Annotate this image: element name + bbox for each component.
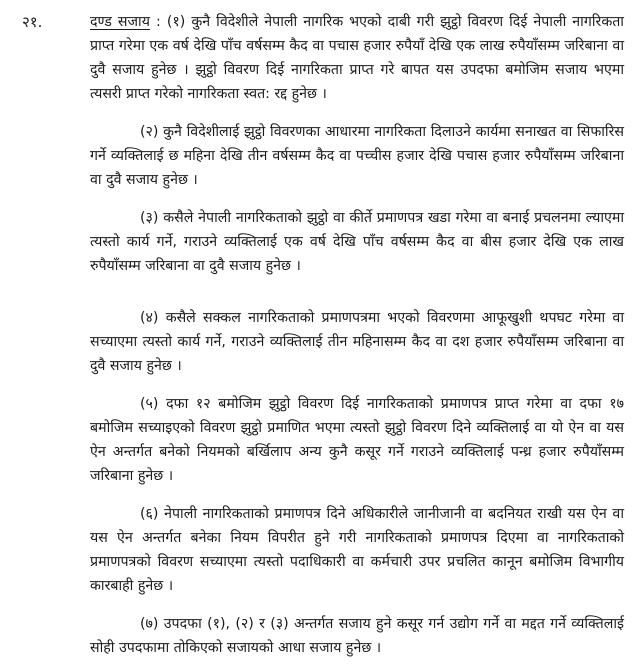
subsection-text: कुनै विदेशीले नेपाली नागरिक भएको दाबी गरी झुट्ठो विवरण दिई नेपाली नागरिकता प्राप्त गरेमा एक वर्ष देखि पाँच वर्षसम्म कैद वा पचास हजार रुपैयाँ देखि एक लाख रुपैयाँसम्म जरिबाना वा दुवै सजाय हुनेछ । झुट्ठो विवरण दिई नागरिकता प्राप्त गरे बापत यस उपदफा बमोजिम सजाय भएमा त्यसरी प्राप्त गरेको नागरिकता स्वत: रद्द हुनेछ । [90, 14, 624, 102]
section-number: २१. [22, 13, 43, 31]
subsection-label: (१) [166, 14, 186, 30]
subsection-text: नेपाली नागरिकताको प्रमाणपत्र दिने अधिकारीले जानीजानी वा बदनियत राखी यस ऐन वा यस ऐन अन्तर्गत बनेका नियम विपरीत हुने गरी नागरिकताको प्रमाणपत्र दिएमा वा नागरिकताको प्रमाणपत्रको विवरण सच्याएमा त्यस्तो पदाधिकारी वा कर्मचारी उपर प्रचलित कानून बमोजिम विभागीय कारबाही हुनेछ । [90, 506, 624, 594]
subsection-4 [90, 306, 624, 378]
subsection-text: उपदफा (१), (२) र (३) अन्तर्गत सजाय हुने कसूर गर्न उद्योग गर्ने वा मद्दत गर्ने व्यक्तिलाई सोही उपदफामा तोकिएको सजायको आधा सजाय हुनेछ । [90, 616, 624, 656]
subsection-text: कुनै विदेशीलाई झुट्ठो विवरणका आधारमा नागरिकता दिलाउने कार्यमा सनाखत वा सिफारिस गर्ने व्यक्तिलाई छ महिना देखि तीन वर्षसम्म कैद वा पच्चीस हजार देखि पचास हजार रुपैयाँसम्म जरिबाना वा दुवै सजाय हुनेछ । [90, 124, 624, 188]
section-heading: दण्ड सजाय [90, 14, 150, 30]
subsection-label: (७) [140, 616, 159, 632]
subsection-label: (२) [140, 124, 159, 140]
subsection-label: (४) [140, 310, 159, 326]
subsection-2 [90, 120, 624, 192]
section-body [90, 10, 624, 660]
subsection-text: कसैले सक्कल नागरिकताको प्रमाणपत्रमा भएको विवरणमा आफूखुशी थपघट गरेमा वा सच्याएमा त्यस्तो कार्य गर्ने, गराउने व्यक्तिलाई तीन महिनासम्म कैद वा दश हजार रुपैयाँसम्म जरिबाना वा दुवै सजाय हुनेछ । [90, 310, 624, 374]
heading-separator: : [149, 14, 167, 30]
subsection-text: दफा १२ बमोजिम झुट्ठो विवरण दिई नागरिकताको प्रमाणपत्र प्राप्त गरेमा वा दफा १७ बमोजिम सच्याइएको विवरण झुट्ठो प्रमाणित भएमा त्यस्तो झुट्ठो विवरण दिने व्यक्तिलाई वा यो ऐन वा यस ऐन अन्तर्गत बनेको नियमको बर्खिलाप अन्य कुनै कसूर गर्ने गराउने व्यक्तिलाई पन्ध्र हजार रुपैयाँसम्म जरिबाना हुनेछ । [90, 396, 624, 484]
subsection-label: (६) [140, 506, 159, 522]
subsection-7 [90, 612, 624, 660]
subsection-text: कसैले नेपाली नागरिकताको झुट्ठो वा कीर्ते प्रमाणपत्र खडा गरेमा वा बनाई प्रचलनमा ल्याएमा त्यस्तो कार्य गर्ने, गराउने व्यक्तिलाई एक वर्ष देखि पाँच वर्षसम्म कैद वा बीस हजार देखि एक लाख रुपैयाँसम्म जरिबाना वा दुवै सजाय हुनेछ । [90, 210, 624, 274]
subsection-label: (५) [140, 396, 159, 412]
subsection-label: (३) [140, 210, 159, 226]
subsection-5 [90, 392, 624, 488]
subsection-6 [90, 502, 624, 598]
subsection-3 [90, 206, 624, 278]
subsection-1 [90, 10, 624, 106]
